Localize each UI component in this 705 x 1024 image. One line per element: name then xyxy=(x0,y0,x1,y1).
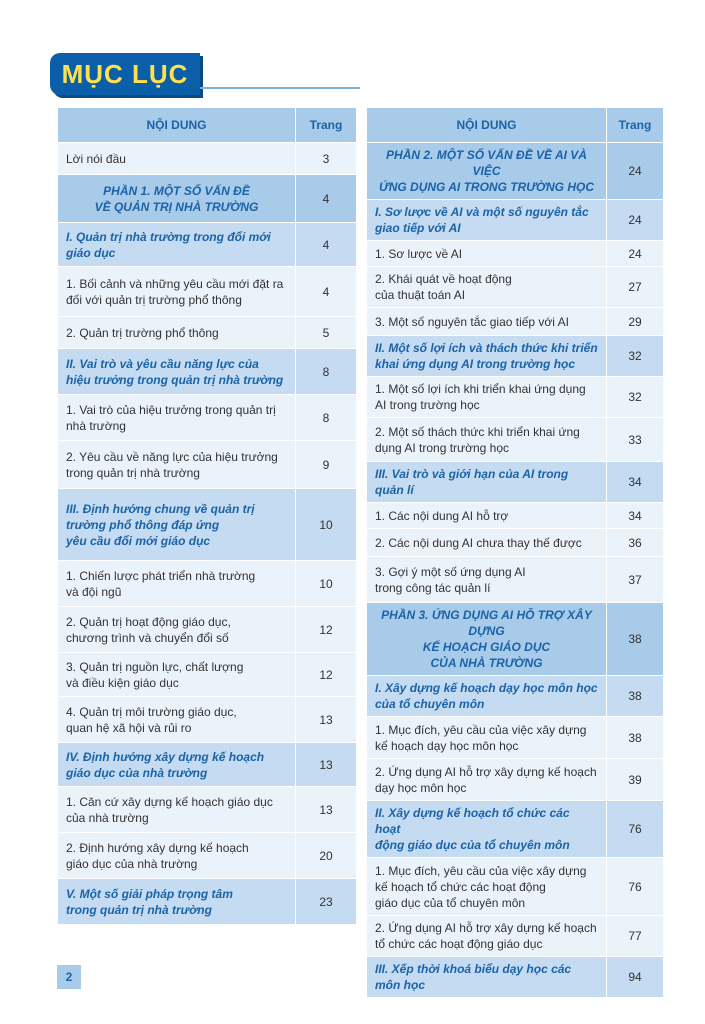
toc-entry-part xyxy=(58,175,357,223)
toc-entry-title: PHẦN 1. MỘT SỐ VẤN ĐỀ VỀ QUẢN TRỊ NHÀ TRƯỜNG xyxy=(58,175,296,223)
toc-entry-item xyxy=(367,916,664,957)
toc-entry-sec xyxy=(58,349,357,395)
toc-entry-page: 76 xyxy=(607,801,664,858)
toc-entry-title: 3. Quản trị nguồn lực, chất lượng và điều kiện giáo dục xyxy=(58,653,296,697)
toc-title: MỤC LỤC xyxy=(61,58,189,89)
toc-entry-title: 2. Định hướng xây dựng kế hoạch giáo dục của nhà trường xyxy=(58,833,296,879)
toc-entry-item xyxy=(58,787,357,833)
toc-entry-page: 37 xyxy=(607,557,664,603)
toc-entry-title: 3. Gợi ý một số ứng dụng AI trong công tác quản lí xyxy=(367,557,607,603)
toc-entry-title: II. Vai trò và yêu cầu năng lực của hiệu trưởng trong quản trị nhà trường xyxy=(58,349,296,395)
toc-entry-page: 4 xyxy=(296,223,357,267)
toc-entry-sec xyxy=(367,462,664,503)
toc-entry-page: 94 xyxy=(607,957,664,998)
toc-entry-item xyxy=(58,441,357,489)
toc-entry-title: 4. Quản trị môi trường giáo dục, quan hệ xã hội và rủi ro xyxy=(58,697,296,743)
toc-entry-title: 2. Một số thách thức khi triển khai ứng dụng AI trong trường học xyxy=(367,418,607,462)
toc-entry-sec xyxy=(367,957,664,998)
toc-entry-title: I. Xây dựng kế hoạch dạy học môn học của tổ chuyên môn xyxy=(367,676,607,717)
toc-entry-page: 9 xyxy=(296,441,357,489)
toc-entry-page: 8 xyxy=(296,349,357,395)
toc-entry-sec xyxy=(367,676,664,717)
toc-entry-title: 2. Yêu cầu về năng lực của hiệu trưởng trong quản trị nhà trường xyxy=(58,441,296,489)
toc-entry-title: PHẦN 3. ỨNG DỤNG AI HỖ TRỢ XÂY DỰNG KẾ HOẠCH GIÁO DỤC CỦA NHÀ TRƯỜNG xyxy=(367,603,607,676)
header-content: NỘI DUNG xyxy=(367,108,607,143)
toc-entry-page: 13 xyxy=(296,787,357,833)
toc-entry-title: 2. Quản trị hoạt động giáo dục, chương trình và chuyển đổi số xyxy=(58,607,296,653)
toc-entry-page: 5 xyxy=(296,317,357,349)
toc-entry-page: 36 xyxy=(607,529,664,557)
toc-entry-title: III. Xếp thời khoá biểu dạy học các môn học xyxy=(367,957,607,998)
toc-entry-page: 33 xyxy=(607,418,664,462)
header-page: Trang xyxy=(607,108,664,143)
toc-entry-item xyxy=(58,653,357,697)
toc-entry-page: 10 xyxy=(296,561,357,607)
toc-entry-item xyxy=(367,557,664,603)
toc-entry-title: 1. Các nội dung AI hỗ trợ xyxy=(367,503,607,529)
toc-entry-page: 13 xyxy=(296,743,357,787)
toc-entry-title: IV. Định hướng xây dựng kế hoạch giáo dục của nhà trường xyxy=(58,743,296,787)
toc-entry-title: 2. Ứng dụng AI hỗ trợ xây dựng kế hoạch dạy học môn học xyxy=(367,759,607,801)
toc-entry-title: II. Một số lợi ích và thách thức khi triển khai ứng dụng AI trong trường học xyxy=(367,336,607,377)
toc-entry-item xyxy=(367,759,664,801)
toc-entry-title: II. Xây dựng kế hoạch tổ chức các hoạt động giáo dục của tổ chuyên môn xyxy=(367,801,607,858)
toc-entry-title: 1. Mục đích, yêu cầu của việc xây dựng kế hoạch dạy học môn học xyxy=(367,717,607,759)
toc-entry-page: 39 xyxy=(607,759,664,801)
toc-entry-item xyxy=(58,395,357,441)
toc-entry-page: 27 xyxy=(607,267,664,308)
title-divider xyxy=(200,87,360,89)
toc-entry-sec xyxy=(58,489,357,561)
toc-entry-sec xyxy=(367,336,664,377)
toc-entry-page: 8 xyxy=(296,395,357,441)
toc-entry-item xyxy=(58,697,357,743)
toc-entry-item xyxy=(367,858,664,916)
toc-title-banner xyxy=(50,53,200,95)
toc-entry-part xyxy=(367,143,664,200)
toc-entry-item xyxy=(58,561,357,607)
toc-entry-page: 4 xyxy=(296,267,357,317)
toc-entry-page: 34 xyxy=(607,503,664,529)
toc-entry-page: 20 xyxy=(296,833,357,879)
toc-entry-item xyxy=(367,529,664,557)
toc-entry-page: 76 xyxy=(607,858,664,916)
toc-entry-item xyxy=(58,833,357,879)
toc-entry-page: 32 xyxy=(607,377,664,418)
toc-entry-page: 12 xyxy=(296,653,357,697)
toc-entry-item xyxy=(58,317,357,349)
toc-entry-title: 1. Sơ lược về AI xyxy=(367,241,607,267)
toc-entry-title: 1. Vai trò của hiệu trưởng trong quản trị nhà trường xyxy=(58,395,296,441)
toc-entry-sec xyxy=(58,743,357,787)
toc-entry-title: I. Sơ lược về AI và một số nguyên tắc giao tiếp với AI xyxy=(367,200,607,241)
toc-entry-item xyxy=(58,607,357,653)
toc-entry-title: Lời nói đầu xyxy=(58,143,296,175)
toc-entry-page: 77 xyxy=(607,916,664,957)
toc-entry-page: 38 xyxy=(607,676,664,717)
toc-entry-page: 24 xyxy=(607,143,664,200)
toc-entry-sec xyxy=(367,801,664,858)
toc-entry-part xyxy=(367,603,664,676)
toc-entry-title: 2. Khái quát về hoạt động của thuật toán AI xyxy=(367,267,607,308)
header-content: NỘI DUNG xyxy=(58,108,296,143)
toc-entry-title: 1. Chiến lược phát triển nhà trường và đội ngũ xyxy=(58,561,296,607)
toc-entry-page: 38 xyxy=(607,603,664,676)
toc-entry-item xyxy=(367,377,664,418)
toc-entry-item xyxy=(367,503,664,529)
toc-entry-item xyxy=(58,267,357,317)
toc-entry-title: I. Quản trị nhà trường trong đổi mới giáo dục xyxy=(58,223,296,267)
toc-entry-title: 1. Bối cảnh và những yêu cầu mới đặt ra đối với quản trị trường phổ thông xyxy=(58,267,296,317)
toc-header-row xyxy=(58,108,357,143)
toc-entry-sec xyxy=(367,200,664,241)
toc-entry-title: 2. Quản trị trường phổ thông xyxy=(58,317,296,349)
toc-entry-item xyxy=(58,143,357,175)
toc-entry-item xyxy=(367,308,664,336)
toc-entry-sec xyxy=(58,879,357,925)
toc-entry-sec xyxy=(58,223,357,267)
toc-entry-page: 23 xyxy=(296,879,357,925)
toc-entry-page: 38 xyxy=(607,717,664,759)
toc-entry-title: 3. Một số nguyên tắc giao tiếp với AI xyxy=(367,308,607,336)
toc-entry-title: 1. Căn cứ xây dựng kế hoạch giáo dục của nhà trường xyxy=(58,787,296,833)
toc-entry-page: 12 xyxy=(296,607,357,653)
header-page: Trang xyxy=(296,108,357,143)
toc-entry-page: 13 xyxy=(296,697,357,743)
toc-entry-title: III. Vai trò và giới hạn của AI trong quản lí xyxy=(367,462,607,503)
page-number: 2 xyxy=(57,965,81,989)
toc-entry-title: III. Định hướng chung về quản trị trường phổ thông đáp ứng yêu cầu đổi mới giáo dục xyxy=(58,489,296,561)
toc-entry-title: 1. Mục đích, yêu cầu của việc xây dựng kế hoạch tổ chức các hoạt động giáo dục của tổ chuyên môn xyxy=(367,858,607,916)
toc-entry-title: 2. Các nội dung AI chưa thay thế được xyxy=(367,529,607,557)
toc-entry-item xyxy=(367,241,664,267)
toc-entry-page: 3 xyxy=(296,143,357,175)
toc-entry-page: 4 xyxy=(296,175,357,223)
toc-entry-item xyxy=(367,717,664,759)
toc-entry-title: V. Một số giải pháp trọng tâm trong quản trị nhà trường xyxy=(58,879,296,925)
toc-entry-item xyxy=(367,267,664,308)
toc-entry-title: 1. Một số lợi ích khi triển khai ứng dụng AI trong trường học xyxy=(367,377,607,418)
toc-table-left xyxy=(57,107,357,925)
toc-entry-page: 24 xyxy=(607,241,664,267)
toc-entry-title: PHẦN 2. MỘT SỐ VẤN ĐỀ VỀ AI VÀ VIỆC ỨNG DỤNG AI TRONG TRƯỜNG HỌC xyxy=(367,143,607,200)
toc-entry-page: 10 xyxy=(296,489,357,561)
toc-header-row xyxy=(367,108,664,143)
toc-entry-title: 2. Ứng dụng AI hỗ trợ xây dựng kế hoạch tổ chức các hoạt động giáo dục xyxy=(367,916,607,957)
toc-table-right xyxy=(366,107,664,998)
toc-entry-page: 24 xyxy=(607,200,664,241)
toc-entry-page: 34 xyxy=(607,462,664,503)
toc-entry-page: 29 xyxy=(607,308,664,336)
toc-entry-item xyxy=(367,418,664,462)
toc-entry-page: 32 xyxy=(607,336,664,377)
